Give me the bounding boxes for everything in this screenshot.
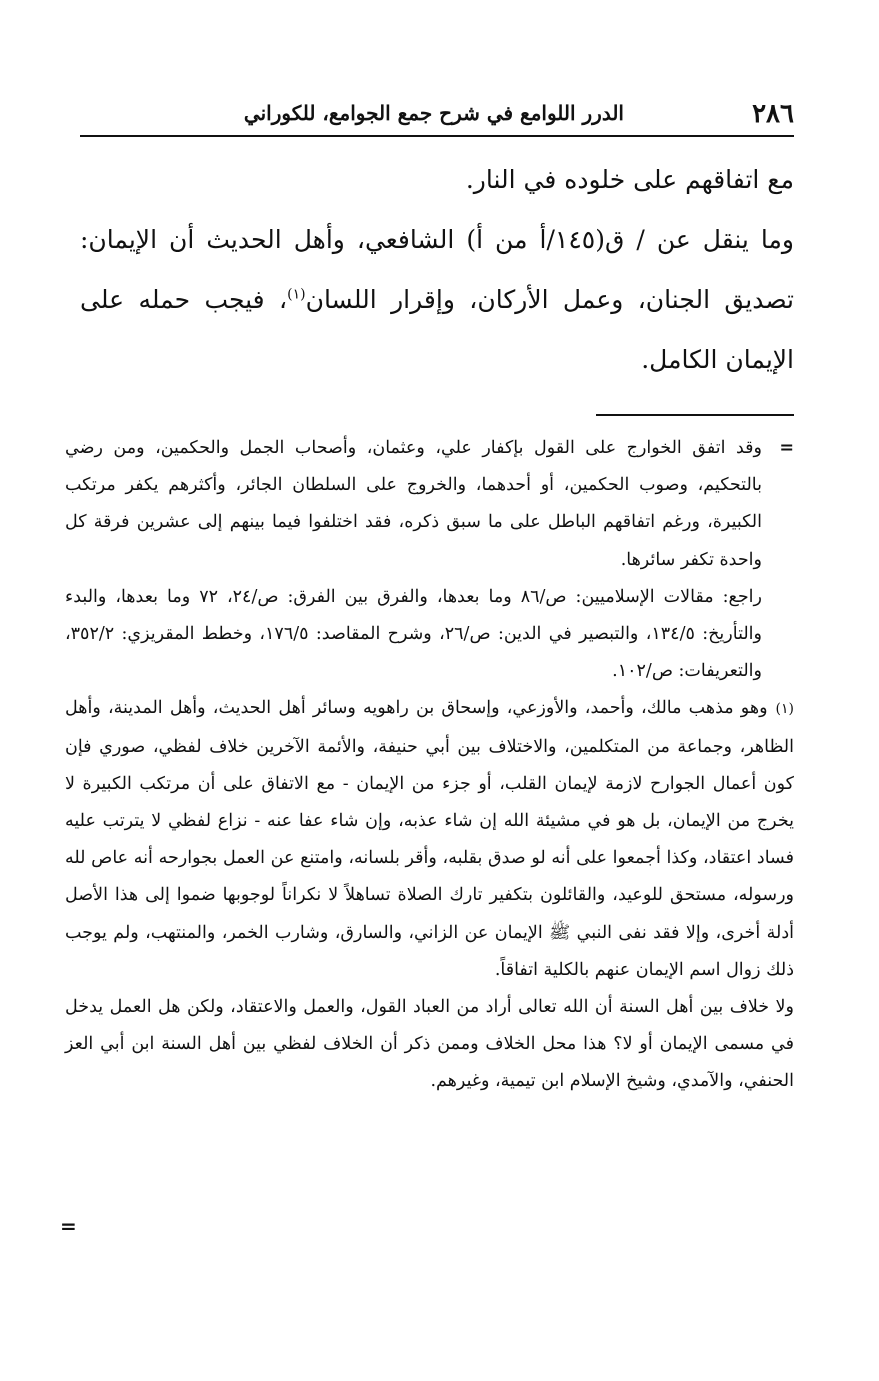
running-title: الدرر اللوامع في شرح جمع الجوامع، للكوراني	[243, 101, 624, 125]
footnote-continued	[65, 430, 794, 579]
body-paragraph-2	[80, 210, 794, 390]
footnote-1	[65, 690, 794, 989]
page-number: ٢٨٦	[752, 99, 794, 129]
footnote-continued-text: وقد اتفق الخوارج على القول بإكفار علي، وعثمان، وأصحاب الجمل والحكمين، ومن رضي بالتحكيم، وصوب الحكمين، أو أحدهما، والخروج على السلطان الجائر، وأكثرهم يكفر مرتكب الكبيرة، ورغم اتفاقهم الباطل على ما سبق ذكره، فقد اختلفوا فيما بينهم إلى عشرين فرقة كل واحدة تكفر سائرها.	[65, 438, 762, 570]
footnote-1-continued: ولا خلاف بين أهل السنة أن الله تعالى أراد من العباد القول، والعمل والاعتقاد، ولكن هل العمل يدخل في مسمى الإيمان أو لا؟ هذا محل الخلاف وممن ذكر أن الخلاف لفظي بين أهل السنة ابن أبي العز الحنفي، والآمدي، وشيخ الإسلام ابن تيمية، وغيرهم.	[65, 997, 794, 1092]
footnote-1-text: وهو مذهب مالك، وأحمد، والأوزعي، وإسحاق بن راهويه وسائر أهل الحديث، وأهل المدينة، وأهل الظاهر، وجماعة من المتكلمين، والاختلاف بين أبي حنيفة، والأئمة الآخرين خلاف لفظي، صوري فإن كون أعمال الجوارح لازمة لإيمان القلب، أو جزء من الإيمان - مع الاتفاق على أن مرتكب الكبيرة لا يخرج من الإيمان، بل هو في مشيئة الله إن شاء عذبه، وإن شاء عفا عنه - نزاع لفظي لا يترتب عليه فساد اعتقاد، وكذا أجمعوا على أنه لو صدق بقلبه، وأقر بلسانه، وامتنع عن العمل بجوارحه أنه عاص لله ورسوله، مستحق للوعيد، والقائلون بتكفير تارك الصلاة تساهلاً لا نكراناً لوجوبها ضموا إلى هذا الأصل أدلة أخرى، وإلا فقد نفى النبي ﷺ الإيمان عن الزاني، والسارق، وشارب الخمر، والمنتهب، ولم يوجب ذلك زوال اسم الإيمان عنهم بالكلية اتفاقاً.	[65, 698, 794, 980]
body-paragraph-2-part-1: وما ينقل عن / ق(١٤٥/أ من أ) الشافعي، وأهل الحديث أن الإيمان: تصديق الجنان، وعمل الأركان، وإقرار اللسان	[80, 225, 794, 314]
footnote-separator	[596, 414, 794, 416]
page-header	[80, 95, 794, 137]
body-line-1: مع اتفاقهم على خلوده في النار.	[465, 165, 794, 194]
body-paragraph-2-part-2: ، فيجب حمله على الإيمان الكامل.	[80, 285, 794, 374]
footnote-reference-1: (١)	[287, 286, 306, 303]
continuation-mark: =	[779, 438, 794, 458]
footnote-1-marker: (١)	[775, 701, 794, 718]
footnote-references: راجع: مقالات الإسلاميين: ص/٨٦ وما بعدها، والفرق بين الفرق: ص/٢٤، ٧٢ وما بعدها، والبدء والتأريخ: ١٣٤/٥، والتبصير في الدين: ص/٢٦، وشرح المقاصد: ١٧٦/٥، وخطط المقريزي: ٣٥٢/٢، والتعريفات: ص/١٠٢.	[65, 586, 762, 682]
footnotes	[65, 430, 794, 1101]
main-text	[80, 150, 794, 390]
continues-next-page-mark: =	[60, 1214, 77, 1238]
